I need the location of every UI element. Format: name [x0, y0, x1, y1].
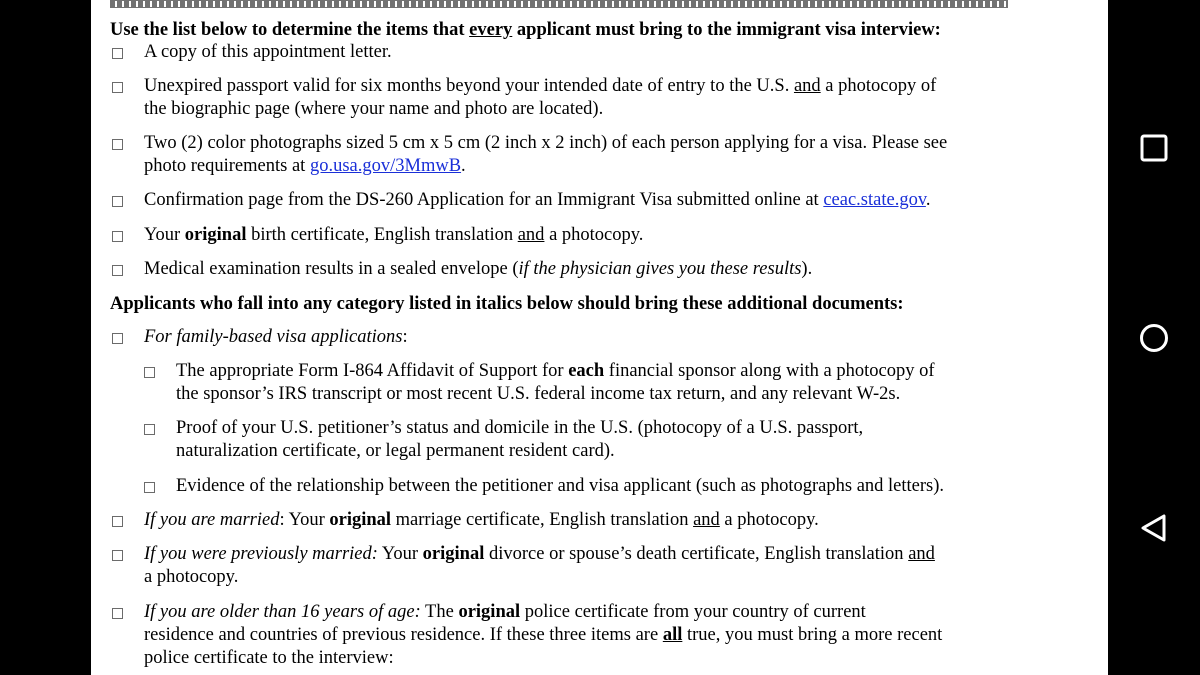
item-text: Two (2) color photographs sized 5 cm x 5 cm (2 inch x 2 inch) of each person applying for a visa. Please see: [144, 133, 948, 153]
item-text: If you were previously married: Your original divorce or spouse’s death certificate, English translation and: [144, 544, 935, 564]
list-item-passport: [112, 75, 1072, 121]
checkbox[interactable]: [144, 482, 155, 493]
list-item-police-certificate: [112, 601, 1072, 670]
item-text: If you are older than 16 years of age: The original police certificate from your country of current: [144, 602, 866, 622]
checkbox[interactable]: [112, 231, 123, 242]
recents-icon[interactable]: [1139, 133, 1169, 163]
sublist-item-petitioner-status: [144, 417, 1074, 463]
item-text-line2: a photocopy.: [144, 567, 239, 587]
heading-required-items: [110, 19, 941, 41]
checkbox[interactable]: [112, 82, 123, 93]
item-text-line2: residence and countries of previous residence. If these three items are all true, you must bring a more recent: [144, 625, 943, 645]
list-item-letter: [112, 41, 1072, 64]
item-text: The appropriate Form I-864 Affidavit of Support for each financial sponsor along with a photocopy of: [176, 361, 935, 381]
list-item-married: [112, 509, 1072, 532]
item-text: Proof of your U.S. petitioner’s status and domicile in the U.S. (photocopy of a U.S. passport,: [176, 418, 864, 438]
checkbox[interactable]: [112, 333, 123, 344]
top-separator-rule: [110, 0, 1008, 8]
checkbox[interactable]: [112, 265, 123, 276]
list-item-medical: [112, 258, 1072, 281]
android-navigation-bar: [1108, 0, 1200, 675]
item-text-line3: police certificate to the interview:: [144, 648, 394, 668]
left-letterbox: [0, 0, 91, 675]
checkbox[interactable]: [112, 516, 123, 527]
list-item-family-based: [112, 326, 1072, 349]
item-text-line2: the sponsor’s IRS transcript or most recent U.S. federal income tax return, and any relevant W-2s.: [176, 384, 901, 404]
document-page[interactable]: [91, 0, 1108, 675]
checkbox[interactable]: [144, 367, 155, 378]
item-text-line2: the biographic page (where your name and photo are located).: [144, 99, 604, 119]
checkbox[interactable]: [112, 608, 123, 619]
photo-requirements-link[interactable]: go.usa.gov/3MmwB: [309, 156, 462, 176]
list-item-birth-certificate: [112, 224, 1072, 247]
item-text: For family-based visa applications:: [144, 327, 408, 347]
home-icon[interactable]: [1139, 323, 1169, 353]
back-icon[interactable]: [1139, 513, 1169, 543]
checkbox[interactable]: [112, 48, 123, 59]
list-item-photos: [112, 132, 1072, 178]
item-text: Medical examination results in a sealed envelope (if the physician gives you these results).: [144, 259, 813, 279]
sublist-item-affidavit: [144, 360, 1074, 406]
checkbox[interactable]: [112, 550, 123, 561]
heading-emphasis: every: [469, 20, 513, 40]
item-text: A copy of this appointment letter.: [144, 42, 392, 62]
heading-text-end: applicant must bring to the immigrant visa interview:: [512, 20, 941, 40]
item-text-line2: naturalization certificate, or legal permanent resident card).: [176, 441, 615, 461]
item-text: If you are married: Your original marriage certificate, English translation and a photocopy.: [144, 510, 819, 530]
sublist-item-relationship: [144, 475, 1074, 498]
checkbox[interactable]: [144, 424, 155, 435]
item-text: Your original birth certificate, English translation and a photocopy.: [144, 225, 644, 245]
item-text: Unexpired passport valid for six months beyond your intended date of entry to the U.S. and a photocopy of: [144, 76, 937, 96]
item-text-line2: photo requirements at go.usa.gov/3MmwB.: [144, 156, 466, 176]
checkbox[interactable]: [112, 139, 123, 150]
list-item-confirmation: [112, 189, 1072, 212]
list-item-previously-married: [112, 543, 1072, 589]
checkbox[interactable]: [112, 196, 123, 207]
item-text: Confirmation page from the DS-260 Application for an Immigrant Visa submitted online at ceac.state.gov.: [144, 190, 931, 210]
heading-text: Use the list below to determine the items that: [110, 20, 470, 40]
item-text: Evidence of the relationship between the petitioner and visa applicant (such as photographs and letters).: [176, 476, 945, 496]
heading-additional-documents: Applicants who fall into any category listed in italics below should bring these additional documents:: [110, 294, 904, 314]
ceac-link[interactable]: ceac.state.gov: [823, 190, 926, 210]
